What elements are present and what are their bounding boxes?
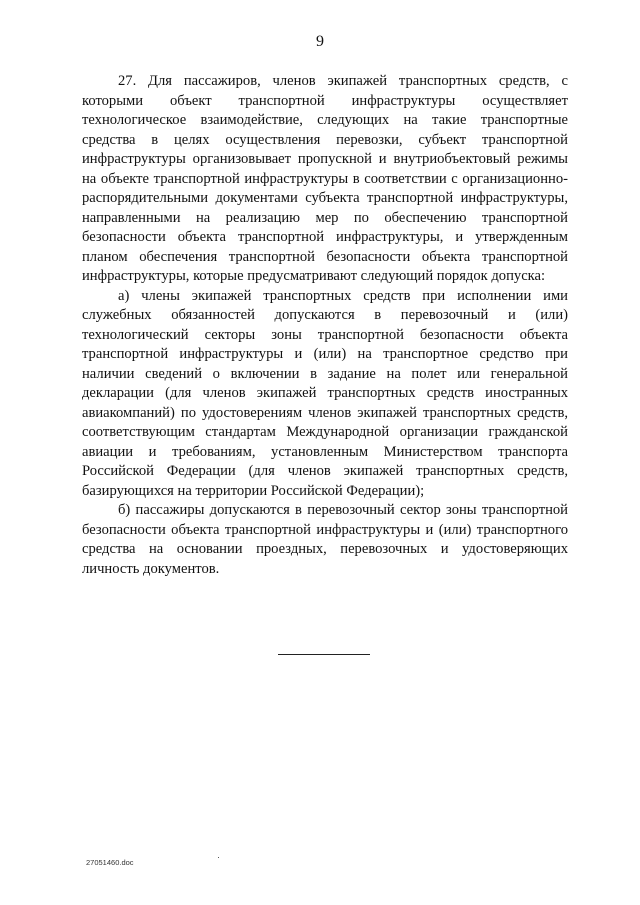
paragraph-27-a: а) члены экипажей транспортных средств при исполнении ими служебных обязанностей допускаются в перевозочный и (или) технологический секторы зоны транспортной безопасности объекта транспортной инфраструктуры и (или) на транспортное средство при наличии сведений о включении в задание на полет или генеральной декларации (для членов экипажей транспортных средств иностранных авиакомпаний) по удостоверениям членов экипажей транспортных средств, соответствующим стандартам Международной организации гражданской авиации и требованиям, установленным Министерством транспорта Российской Федерации (для членов экипажей транспортных средств, базирующихся на территории Российской Федерации); — [82, 287, 568, 499]
scan-speck — [218, 857, 219, 858]
page-number: 9 — [316, 33, 324, 50]
document-body — [82, 72, 568, 579]
paragraph-27: 27. Для пассажиров, членов экипажей транспортных средств, с которыми объект транспортной инфраструктуры осуществляет технологическое взаимодействие, следующих на такие транспортные средства в целях осуществления перевозки, субъект транспортной инфраструктуры организовывает пропускной и внутриобъектовый режимы на объекте транспортной инфраструктуры в соответствии с организационно-распорядительными документами субъекта транспортной инфраструктуры, направленными на реализацию мер по обеспечению транспортной безопасности объекта транспортной инфраструктуры, и утвержденным планом обеспечения транспортной безопасности объекта транспортной инфраструктуры, которые предусматривают следующий порядок допуска: — [82, 73, 568, 284]
paragraph-27-b: б) пассажиры допускаются в перевозочный сектор зоны транспортной безопасности объекта транспортной инфраструктуры и (или) транспортного средства на основании проездных, перевозочных и удостоверяющих личность документов. — [82, 502, 568, 577]
footer-document-code: 27051460.doc — [86, 858, 134, 867]
end-separator-line — [278, 654, 370, 655]
